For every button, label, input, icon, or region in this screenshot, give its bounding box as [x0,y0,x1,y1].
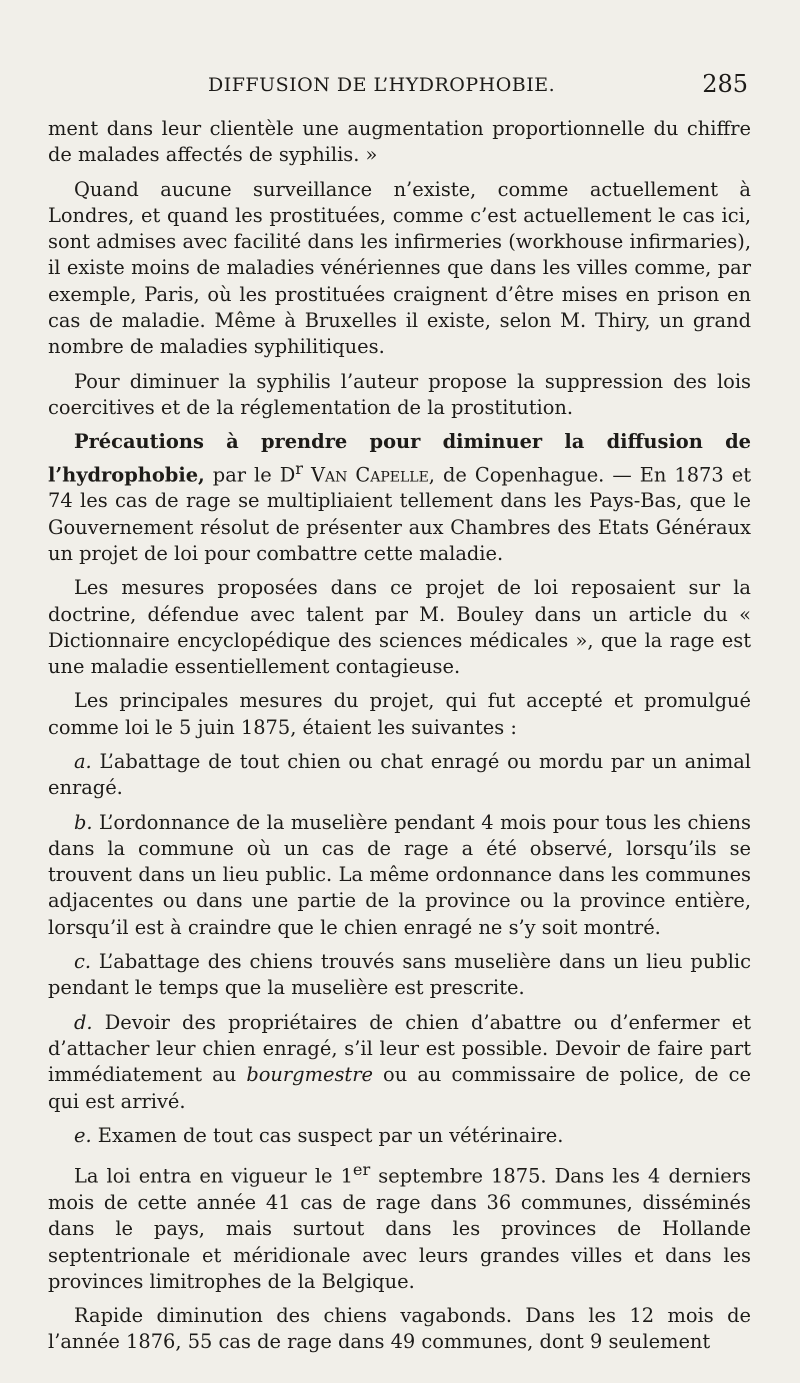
paragraph [48,116,751,169]
item-text: Examen de tout cas suspect par un vétérinaire. [91,1123,564,1147]
paragraph-text: Quand aucune surveillance n’existe, comme actuellement à Londres, et quand les prostituées, comme c’est actuellement le cas ici, sont admises avec facilité dans les infirmeries (workhouse infirmaries), il existe moins de maladies vénériennes que dans les villes comme, par exemple, Paris, où les prostituées craignent d’être mises en prison en cas de maladie. Même à Bruxelles il existe, selon M. Thiry, un grand nombre de maladies syphilitiques. [48,177,751,359]
item-letter: e. [74,1123,92,1147]
list-item [48,1010,751,1115]
paragraph-text: Pour diminuer la syphilis l’auteur propose la suppression des lois coercitives et de la réglementation de la prostitution. [48,369,751,419]
ordinal-superscript: er [352,1160,371,1180]
item-letter: c. [74,950,92,974]
running-title: DIFFUSION DE L’HYDROPHOBIE. [208,74,556,96]
body-text [48,116,751,1364]
paragraph [48,369,751,422]
page-header [48,70,748,104]
paragraph [48,1157,751,1295]
page-number: 285 [702,70,748,98]
paragraph-text-pre: La loi entra en vigueur le 1 [74,1164,353,1188]
paragraph-text: ment dans leur clientèle une augmentation proportionnelle du chiffre de malades affectés de syphilis. » [48,117,751,167]
paragraph-text: Les mesures proposées dans ce projet de loi reposaient sur la doctrine, défendue avec talent par M. Bouley dans un article du « Dictionnaire encyclopédique des sciences médicales », que la rage est une maladie essentiellement contagieuse. [48,576,751,679]
list-item [48,949,751,1002]
list-item [48,810,751,941]
byline-prefix: par le D [204,463,296,487]
section-heading: Précautions à prendre pour diminuer la diffusion de l’hydrophobie, [48,430,751,487]
list-item [48,1123,751,1149]
byline-superscript: r [295,458,304,478]
item-text: L’abattage des chiens trouvés sans muselière dans un lieu public pendant le temps que la muselière est prescrite. [48,950,751,1000]
item-letter: d. [74,1010,93,1034]
list-item [48,749,751,802]
item-italic-word: bourgmestre [246,1063,373,1087]
paragraph-text: septembre 1875. Dans les 4 derniers mois de cette année 41 cas de rage dans 36 communes, disséminés dans le pays, mais surtout dans les provinces de Hollande septentrionale et méridionale avec leurs grandes villes et dans les provinces limitrophes de la Belgique. [48,1164,751,1293]
section-paragraph [48,429,751,567]
paragraph [48,177,751,361]
item-text-cont: ou au commissaire de police, de ce qui est arrivé. [48,1063,751,1113]
item-text: Devoir des propriétaires de chien d’abattre ou d’enfermer et d’attacher leur chien enragé, s’il leur est possible. Devoir de faire part immédiatement au [48,1010,751,1087]
author-name: Van Capelle [303,463,429,487]
paragraph [48,575,751,680]
paragraph-text: , de Copenhague. — En 1873 et 74 les cas de rage se multipliaient tellement dans les Pays-Bas, que le Gouvernement résolut de présenter aux Chambres des Etats Généraux un projet de loi pour combattre cette maladie. [48,463,751,565]
item-letter: a. [74,750,92,773]
paragraph [48,688,751,741]
item-letter: b. [74,810,93,834]
paragraph [48,1303,751,1356]
paragraph-text: Les principales mesures du projet, qui fut accepté et promulgué comme loi le 5 juin 1875, étaient les suivantes : [48,689,751,739]
item-text: L’abattage de tout chien ou chat enragé ou mordu par un animal enragé. [48,750,751,800]
paragraph-text: Rapide diminution des chiens vagabonds. Dans les 12 mois de l’année 1876, 55 cas de rage dans 49 communes, dont 9 seulement [48,1304,751,1354]
item-text: L’ordonnance de la muselière pendant 4 mois pour tous les chiens dans la commune où un cas de rage a été observé, lorsqu’ils se trouvent dans un lieu public. La même ordonnance dans les communes adjacentes ou dans une partie de la province ou la province entière, lorsqu’il est à craindre que le chien enragé ne s’y soit montré. [48,810,751,939]
